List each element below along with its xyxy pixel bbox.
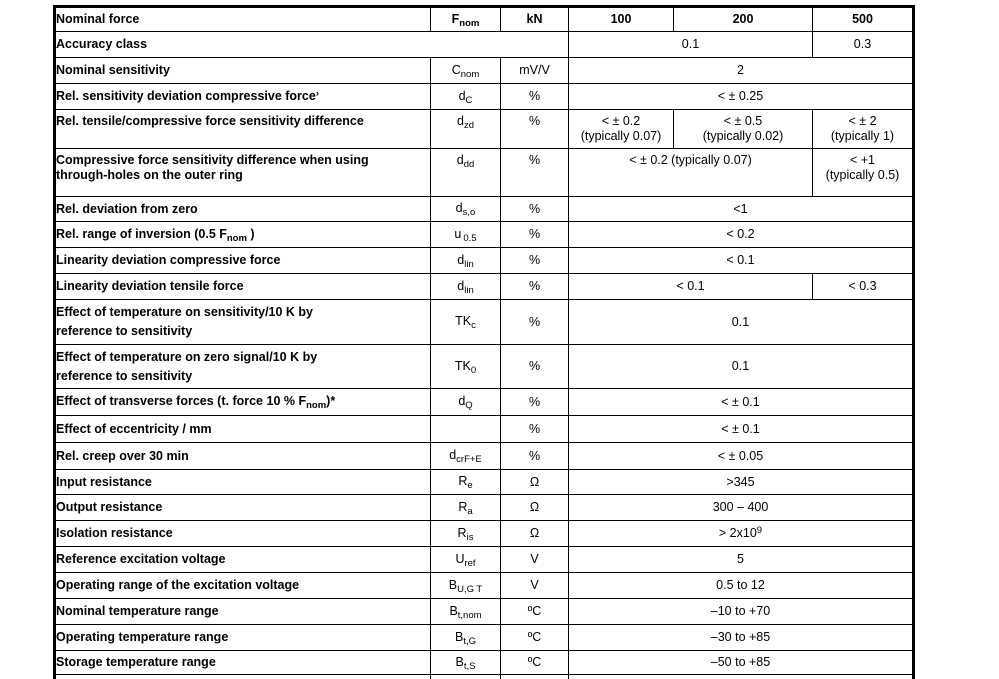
spec-row-through-holes-difference: [55, 149, 914, 197]
unit-text: Ω: [529, 474, 540, 489]
unit-text: %: [528, 201, 541, 216]
spec-row-accuracy-class: [55, 32, 914, 58]
symbol-text: B: [455, 654, 464, 669]
symbol-cell: [431, 274, 501, 300]
symbol-subscript: e: [467, 480, 473, 491]
value-cell-500: [813, 149, 914, 197]
value-text: 0.3: [853, 37, 872, 51]
value-cell-100-200: [569, 274, 813, 300]
symbol-subscript: nom: [460, 68, 480, 80]
param-text: Rel. tensile/compressive force sensitivity difference: [56, 114, 364, 128]
spec-row-transverse-forces: [55, 389, 914, 416]
value-cell-all: [569, 470, 914, 495]
param-cell: [55, 149, 431, 197]
symbol-subscript: t,nom: [457, 609, 482, 621]
value-cell-all: [569, 521, 914, 547]
value-text: < ± 0.05: [717, 448, 764, 463]
unit-cell: [501, 274, 569, 300]
symbol-subscript: ref: [464, 557, 476, 569]
param-cell: [55, 443, 431, 470]
value-line1: < +1: [849, 153, 876, 167]
param-text: ): [246, 226, 255, 241]
param-line2: through-holes on the outer ring: [56, 168, 243, 182]
symbol-text: d: [457, 114, 464, 128]
symbol-cell: [431, 573, 501, 599]
value-cell-200: [674, 7, 813, 32]
spec-row-temperature-zero-signal: [55, 345, 914, 389]
symbol-text: TK: [455, 314, 472, 328]
param-cell: [55, 58, 431, 84]
value-text: <1: [733, 201, 748, 216]
param-cell: [55, 389, 431, 416]
value-cell-all: [569, 599, 914, 625]
symbol-text: B: [448, 577, 458, 592]
spec-row-operating-temperature: [55, 625, 914, 651]
value-text: 0.1: [731, 314, 750, 329]
value-cell-all: [569, 300, 914, 345]
spec-row-linearity-compressive: [55, 248, 914, 274]
unit-text: V: [530, 578, 539, 592]
value-line2: (typically 1): [830, 129, 895, 143]
symbol-subscript: zd: [463, 120, 474, 131]
param-cell: [55, 547, 431, 573]
value-line1: < ± 0.5: [723, 114, 763, 128]
value-line2: (typically 0.07): [580, 129, 662, 143]
unit-cell: [501, 149, 569, 197]
param-text: Effect of eccentricity / mm: [56, 421, 212, 436]
unit-cell: [501, 300, 569, 345]
symbol-text: d: [449, 448, 457, 462]
param-cell: [55, 470, 431, 495]
value-cell-100-200: [569, 32, 813, 58]
param-text: Operating temperature range: [56, 630, 229, 644]
symbol-text: C: [451, 62, 461, 77]
unit-cell: [501, 625, 569, 651]
value-cell-all: [569, 248, 914, 274]
value-cell-all: [569, 625, 914, 651]
symbol-cell: [431, 599, 501, 625]
symbol-text: R: [457, 525, 467, 540]
symbol-text: d: [457, 252, 465, 267]
value-text: < ± 0.25: [717, 89, 764, 103]
value-text: < 0.1: [726, 253, 755, 267]
unit-text: %: [528, 448, 541, 463]
symbol-subscript: crF+E: [456, 454, 482, 465]
unit-text: %: [528, 153, 541, 167]
spec-row-storage-temperature: [55, 651, 914, 675]
value-cell-all: [569, 547, 914, 573]
unit-cell: [501, 443, 569, 470]
value-text: 0.1: [731, 359, 750, 373]
spec-row-input-resistance: [55, 470, 914, 495]
param-text: Nominal force: [56, 12, 140, 26]
unit-text: %: [528, 421, 541, 436]
unit-cell: [501, 573, 569, 599]
value-text: –10 to +70: [710, 604, 771, 618]
param-text: Storage temperature range: [56, 655, 216, 669]
value-text: >345: [726, 474, 755, 489]
symbol-cell: [431, 389, 501, 416]
value-line2: (typically 0.5): [825, 168, 900, 182]
param-subscript: nom: [226, 232, 247, 244]
param-line1: Effect of temperature on zero signal/10 K by: [56, 349, 318, 364]
value-cell-all: [569, 416, 914, 443]
unit-text: Ω: [529, 500, 540, 514]
param-subscript: nom: [306, 400, 327, 411]
symbol-subscript: nom: [459, 17, 480, 29]
unit-cell: [501, 222, 569, 248]
param-line1: Compressive force sensitivity difference when using: [56, 153, 369, 167]
unit-text: kN: [526, 12, 543, 26]
unit-cell: [501, 58, 569, 84]
symbol-cell: [431, 84, 501, 110]
value-cell-100: [569, 110, 674, 149]
param-cell: [55, 345, 431, 389]
param-text: Reference excitation voltage: [56, 552, 226, 566]
symbol-subscript: 0: [470, 364, 477, 376]
spec-row-range-of-inversion: [55, 222, 914, 248]
spec-row-creep: [55, 443, 914, 470]
param-text: Isolation resistance: [56, 526, 173, 540]
symbol-cell: [431, 149, 501, 197]
value-cell-all: [569, 389, 914, 416]
value-text: –30 to +85: [710, 630, 771, 644]
unit-cell: [501, 416, 569, 443]
unit-text: V: [530, 552, 539, 566]
symbol-text: B: [454, 629, 464, 644]
param-cell: [55, 495, 431, 521]
spec-row-linearity-tensile: [55, 274, 914, 300]
param-text: Rel. creep over 30 min: [56, 448, 189, 463]
symbol-text: d: [455, 201, 463, 215]
unit-text: ºC: [527, 655, 542, 669]
value-text: < ± 0.1: [721, 394, 760, 409]
symbol-text: R: [458, 499, 468, 514]
param-cell: [55, 599, 431, 625]
symbol-subscript: Q: [465, 400, 473, 411]
unit-text: %: [528, 253, 541, 267]
unit-cell: [501, 495, 569, 521]
param-cell: [55, 248, 431, 274]
value-cell-500: [813, 110, 914, 149]
symbol-subscript: is: [466, 531, 474, 543]
value-text: < 0.1: [676, 279, 705, 293]
symbol-subscript: t,S: [463, 660, 476, 672]
param-line2: reference to sensitivity: [56, 324, 193, 338]
symbol-cell: [431, 110, 501, 149]
symbol-cell-empty: [431, 675, 501, 679]
unit-cell: [501, 84, 569, 110]
symbol-text: R: [458, 474, 468, 488]
param-line2: reference to sensitivity: [56, 368, 193, 383]
unit-cell-empty: [501, 675, 569, 679]
spec-row-output-resistance: [55, 495, 914, 521]
spec-row-tensile-compressive-difference: [55, 110, 914, 149]
symbol-subscript: c: [471, 320, 476, 331]
unit-text: %: [528, 89, 541, 103]
spec-row-partial-clipped: [55, 675, 914, 679]
param-cell: [55, 521, 431, 547]
unit-cell: [501, 651, 569, 675]
param-cell: [55, 32, 569, 58]
symbol-subscript: lin: [464, 258, 474, 270]
value-text: < 0.3: [848, 279, 877, 293]
value-text: 0.5 to 12: [716, 578, 765, 592]
param-text: Rel. deviation from zero: [56, 201, 198, 216]
symbol-cell: [431, 443, 501, 470]
param-cell-empty: [55, 675, 431, 679]
spec-row-isolation-resistance: [55, 521, 914, 547]
param-text: Accuracy class: [56, 37, 148, 51]
symbol-cell: [431, 625, 501, 651]
symbol-text: TK: [454, 358, 471, 373]
symbol-cell-empty: [431, 416, 501, 443]
unit-text: %: [528, 359, 541, 373]
unit-cell: [501, 599, 569, 625]
param-text: Nominal temperature range: [56, 604, 219, 618]
symbol-text: d: [457, 278, 465, 293]
param-line1: Effect of temperature on sensitivity/10 K by: [56, 305, 314, 319]
param-cell: [55, 416, 431, 443]
symbol-cell: [431, 521, 501, 547]
value-line1: < ± 0.2: [601, 114, 641, 128]
value-text: < 0.2: [726, 227, 755, 241]
unit-text: %: [528, 314, 541, 329]
param-cell: [55, 274, 431, 300]
symbol-text: B: [449, 603, 458, 618]
spec-row-nominal-sensitivity: [55, 58, 914, 84]
unit-cell: [501, 521, 569, 547]
unit-cell: [501, 197, 569, 222]
symbol-text: d: [458, 394, 466, 408]
value-text: 200: [732, 12, 754, 26]
value-cell-all: [569, 58, 914, 84]
unit-cell: [501, 7, 569, 32]
symbol-subscript: a: [467, 505, 473, 517]
param-cell: [55, 110, 431, 149]
value-text: 500: [852, 12, 873, 26]
value-text: 5: [737, 552, 744, 566]
param-text: Input resistance: [56, 474, 152, 489]
param-text: Nominal sensitivity: [56, 63, 170, 77]
value-cell-200: [674, 110, 813, 149]
spec-row-eccentricity: [55, 416, 914, 443]
value-cell-empty: [569, 675, 914, 679]
value-cell-all: [569, 443, 914, 470]
value-text: –50 to +85: [710, 655, 771, 669]
symbol-subscript: C: [465, 94, 473, 106]
spec-row-nominal-force: [55, 7, 914, 32]
param-text: )*: [326, 394, 336, 408]
symbol-cell: [431, 470, 501, 495]
symbol-text: U: [455, 551, 465, 566]
value-cell-all: [569, 651, 914, 675]
unit-text: mV/V: [519, 63, 550, 77]
param-cell: [55, 651, 431, 675]
unit-text: %: [528, 227, 541, 241]
param-cell: [55, 625, 431, 651]
specifications-table: [53, 5, 915, 679]
value-cell-500: [813, 7, 914, 32]
value-text: 100: [610, 12, 632, 26]
param-cell: [55, 573, 431, 599]
unit-text: ºC: [527, 630, 542, 644]
param-cell: [55, 7, 431, 32]
symbol-cell: [431, 222, 501, 248]
value-line2: (typically 0.02): [702, 129, 784, 143]
symbol-text: F: [451, 11, 460, 26]
unit-cell: [501, 345, 569, 389]
value-cell-all: [569, 573, 914, 599]
value-text: 2: [737, 63, 744, 77]
symbol-cell: [431, 58, 501, 84]
value-cell-100-200: [569, 149, 813, 197]
unit-cell: [501, 248, 569, 274]
param-text: Linearity deviation tensile force: [56, 279, 244, 293]
symbol-cell: [431, 7, 501, 32]
value-cell-all: [569, 197, 914, 222]
spec-row-nominal-temperature: [55, 599, 914, 625]
param-text: Operating range of the excitation voltage: [56, 578, 300, 592]
value-cell-500: [813, 274, 914, 300]
symbol-subscript: 0.5: [463, 232, 477, 244]
value-text: > 2x10: [718, 525, 757, 540]
symbol-subscript: t,G: [463, 635, 476, 647]
symbol-subscript: s,o: [462, 207, 476, 218]
param-cell: [55, 84, 431, 110]
value-text: 300 – 400: [712, 500, 769, 514]
param-text: Linearity deviation compressive force: [56, 253, 281, 267]
spec-row-temperature-sensitivity: [55, 300, 914, 345]
spec-row-excitation-range: [55, 573, 914, 599]
param-cell: [55, 300, 431, 345]
param-text: Effect of transverse forces (t. force 10 % F: [56, 394, 307, 408]
symbol-subscript: U,G T: [457, 583, 483, 595]
symbol-subscript: dd: [463, 159, 475, 170]
symbol-cell: [431, 345, 501, 389]
symbol-subscript: lin: [464, 284, 474, 296]
spec-row-sensitivity-deviation: [55, 84, 914, 110]
symbol-cell: [431, 300, 501, 345]
value-cell-all: [569, 84, 914, 110]
symbol-text: d: [458, 88, 466, 103]
symbol-cell: [431, 248, 501, 274]
value-line1: < ± 2: [848, 114, 877, 128]
unit-text: %: [528, 114, 541, 128]
symbol-text: d: [456, 153, 464, 167]
value-cell-all: [569, 345, 914, 389]
value-text: < ± 0.2 (typically 0.07): [629, 153, 752, 167]
unit-cell: [501, 470, 569, 495]
unit-text: Ω: [529, 526, 540, 540]
value-superscript: 9: [756, 524, 763, 536]
value-cell-100: [569, 7, 674, 32]
value-text: < ± 0.1: [721, 421, 760, 436]
param-cell: [55, 222, 431, 248]
param-cell: [55, 197, 431, 222]
value-cell-all: [569, 222, 914, 248]
param-text: Rel. range of inversion (0.5 F: [56, 226, 227, 241]
symbol-text: u: [454, 226, 462, 241]
value-cell-all: [569, 495, 914, 521]
spec-row-reference-excitation: [55, 547, 914, 573]
unit-text: %: [528, 394, 541, 409]
unit-cell: [501, 547, 569, 573]
unit-text: %: [528, 279, 541, 293]
symbol-cell: [431, 651, 501, 675]
footnote-marker: ›: [315, 87, 319, 99]
value-text: 0.1: [681, 37, 700, 51]
value-cell-500: [813, 32, 914, 58]
unit-text: ºC: [527, 604, 542, 618]
spec-row-deviation-from-zero: [55, 197, 914, 222]
symbol-cell: [431, 547, 501, 573]
param-text: Output resistance: [56, 500, 163, 514]
unit-cell: [501, 389, 569, 416]
unit-cell: [501, 110, 569, 149]
param-text: Rel. sensitivity deviation compressive force: [56, 88, 316, 103]
symbol-cell: [431, 197, 501, 222]
symbol-cell: [431, 495, 501, 521]
